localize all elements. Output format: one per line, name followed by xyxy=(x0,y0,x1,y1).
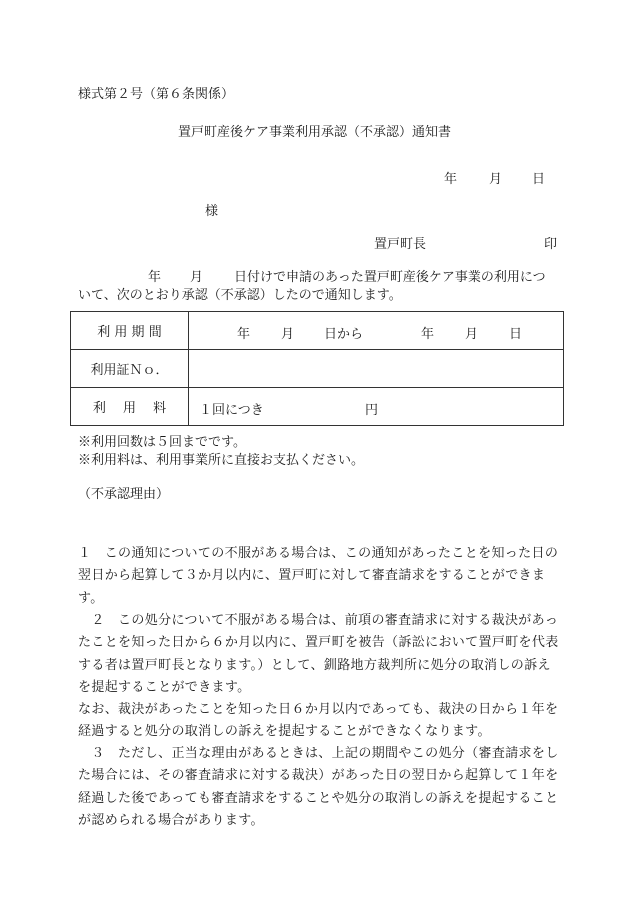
period-from: 日から xyxy=(324,327,364,342)
date-month-label: 月 xyxy=(489,172,503,187)
card-number-value xyxy=(189,350,564,388)
intro-month: 月 xyxy=(190,270,204,285)
intro-line1-text: 日付けで申請のあった置戸町産後ケア事業の利用につ xyxy=(234,270,546,285)
note-payment: ※利用料は、利用事業所に直接お支払ください。 xyxy=(78,453,365,468)
period-year-2: 年 xyxy=(421,327,435,342)
table-row xyxy=(71,350,564,388)
fee-label: 利 用 料 xyxy=(71,388,189,426)
seal-mark: 印 xyxy=(544,237,558,252)
intro-line2-text: いて、次のとおり承認（不承認）したので通知します。 xyxy=(78,288,402,303)
card-number-label: 利用証Ｎｏ． xyxy=(71,350,189,388)
period-label: 利 用 期 間 xyxy=(71,312,189,350)
note-usage-limit: ※利用回数は５回までです。 xyxy=(78,435,246,450)
period-value xyxy=(189,312,564,350)
appeal-paragraph-2-note: なお、裁決があったことを知った日６か月以内であっても、裁決の日から１年を経過すると処分の取消しの訴えを提起することができなくなります。 xyxy=(78,702,559,740)
fee-prefix: １回につき xyxy=(199,403,264,418)
period-day-2: 日 xyxy=(509,327,523,342)
period-month-2: 月 xyxy=(465,327,479,342)
date-day-label: 日 xyxy=(532,172,546,187)
addressee-suffix: 様 xyxy=(205,204,219,219)
rejection-reason-label: （不承認理由） xyxy=(78,487,170,502)
period-year-1: 年 xyxy=(237,327,251,342)
document-title: 置戸町産後ケア事業利用承認（不承認）通知書 xyxy=(178,125,452,140)
appeal-paragraph-1: １ この通知についての不服がある場合は、この通知があったことを知った日の翌日から起算して３か月以内に、置戸町に対して審査請求をすることができます。 xyxy=(78,546,559,606)
intro-year: 年 xyxy=(148,270,162,285)
usage-info-table xyxy=(70,311,564,426)
table-row xyxy=(71,388,564,426)
sender-name: 置戸町長 xyxy=(374,237,427,252)
fee-value xyxy=(189,388,564,426)
fee-unit: 円 xyxy=(365,403,379,418)
period-month-1: 月 xyxy=(281,327,295,342)
table-row xyxy=(71,312,564,350)
date-year-label: 年 xyxy=(444,172,458,187)
form-number-label: 様式第２号（第６条関係） xyxy=(78,87,235,102)
appeal-paragraph-3: ３ ただし、正当な理由があるときは、上記の期間やこの処分（審査請求をした場合には、その審査請求に対する裁決）があった日の翌日から起算して１年を経過した後であっても審査請求をすることや処分の取消しの訴えを提起することが認められる場合があります。 xyxy=(78,746,559,829)
appeal-paragraph-2: ２ この処分について不服がある場合は、前項の審査請求に対する裁決があったことを知った日から６か月以内に、置戸町を被告（訴訟において置戸町を代表する者は置戸町長となります。）として、釧路地方裁判所に処分の取消しの訴えを提起することができます。 xyxy=(78,613,559,696)
